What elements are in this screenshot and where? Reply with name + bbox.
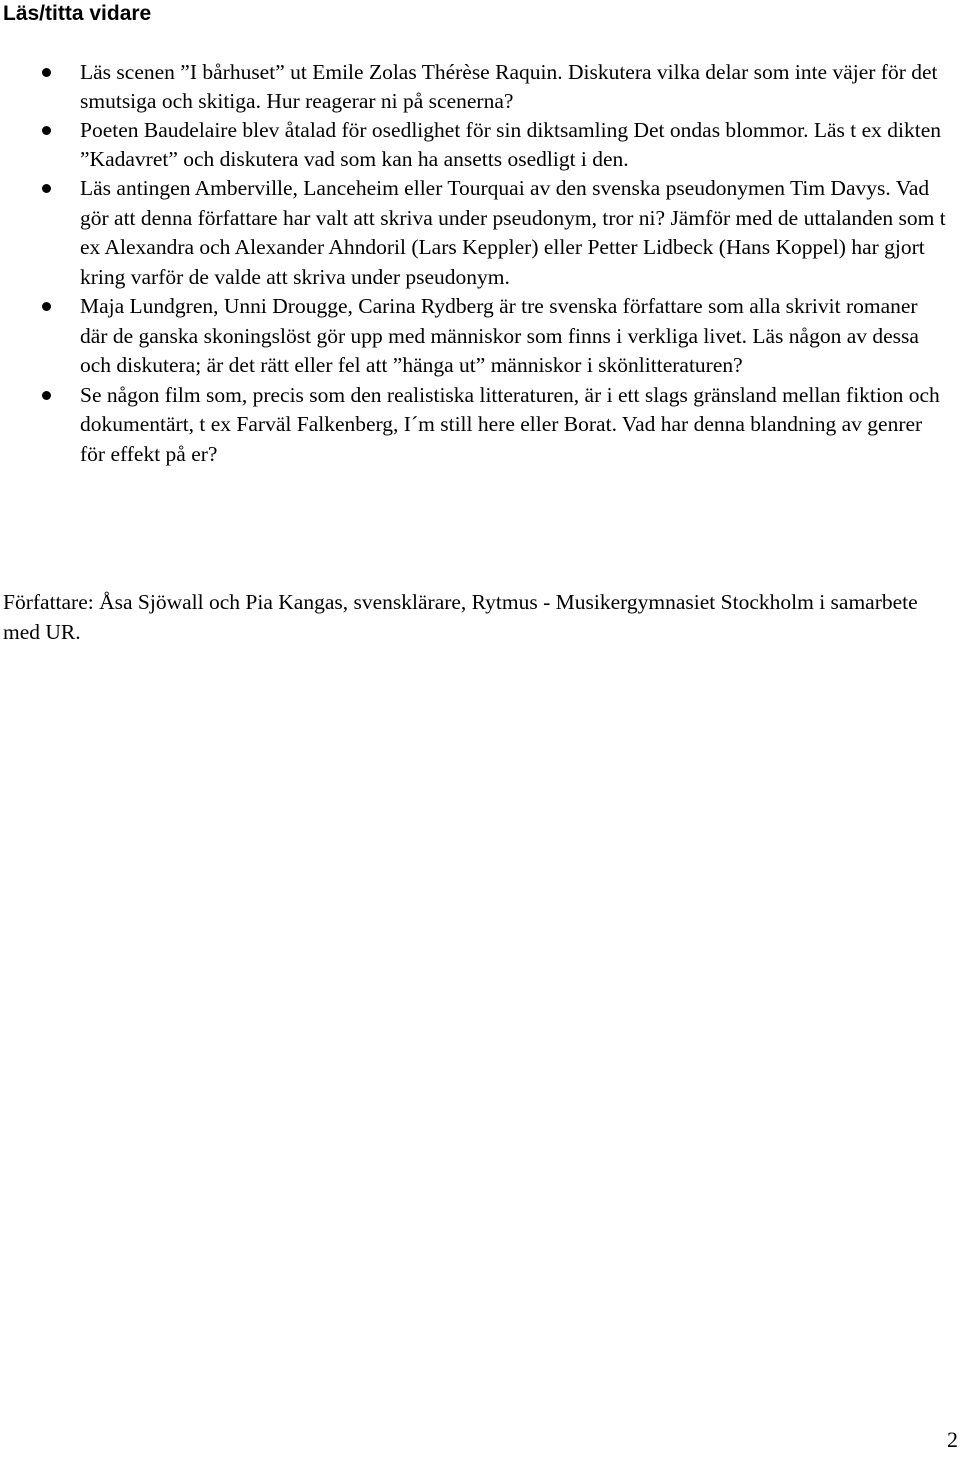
list-item-text: Se någon film som, precis som den realistiska litteraturen, är i ett slags gränsland mellan fiktion och dokumentärt, t ex Farväl Falkenberg, I´m still here eller Borat. Vad har denna blandning av genrer för effekt på er?	[80, 382, 940, 466]
list-item-text: Läs antingen Amberville, Lanceheim eller Tourquai av den svenska pseudonymen Tim Davys. Vad gör att denna författare har valt att skriva under pseudonym, tror ni? Jämför med de uttalanden som t ex Alexandra och Alexander Ahndoril (Lars Keppler) eller Petter Lidbeck (Hans Koppel) har gjort kring varför de valde att skriva under pseudonym.	[80, 176, 946, 289]
bullet-icon	[42, 184, 51, 193]
bullet-icon	[42, 391, 51, 400]
list-item	[0, 381, 960, 470]
list-item	[0, 116, 960, 174]
bullet-icon	[42, 68, 51, 77]
author-credit: Författare: Åsa Sjöwall och Pia Kangas, svensklärare, Rytmus - Musikergymnasiet Stockholm i samarbete med UR.	[3, 590, 918, 644]
list-item	[0, 174, 960, 292]
section-heading: Läs/titta vidare	[3, 2, 152, 25]
list-item	[0, 58, 960, 116]
bullet-icon	[42, 302, 51, 311]
bullet-icon	[42, 126, 51, 135]
reading-list	[0, 58, 960, 469]
list-item	[0, 292, 960, 381]
list-item-text: Poeten Baudelaire blev åtalad för osedlighet för sin diktsamling Det ondas blommor. Läs t ex dikten ”Kadavret” och diskutera vad som kan ha ansetts osedligt i den.	[80, 118, 941, 171]
list-item-text: Maja Lundgren, Unni Drougge, Carina Rydberg är tre svenska författare som alla skrivit romaner där de ganska skoningslöst gör upp med människor som finns i verkliga livet. Läs någon av dessa och diskutera; är det rätt eller fel att ”hänga ut” människor i skönlitteraturen?	[80, 294, 919, 377]
list-item-text: Läs scenen ”I bårhuset” ut Emile Zolas Thérèse Raquin. Diskutera vilka delar som inte väjer för det smutsiga och skitiga. Hur reagerar ni på scenerna?	[80, 60, 938, 113]
page-number: 2	[947, 1427, 958, 1452]
